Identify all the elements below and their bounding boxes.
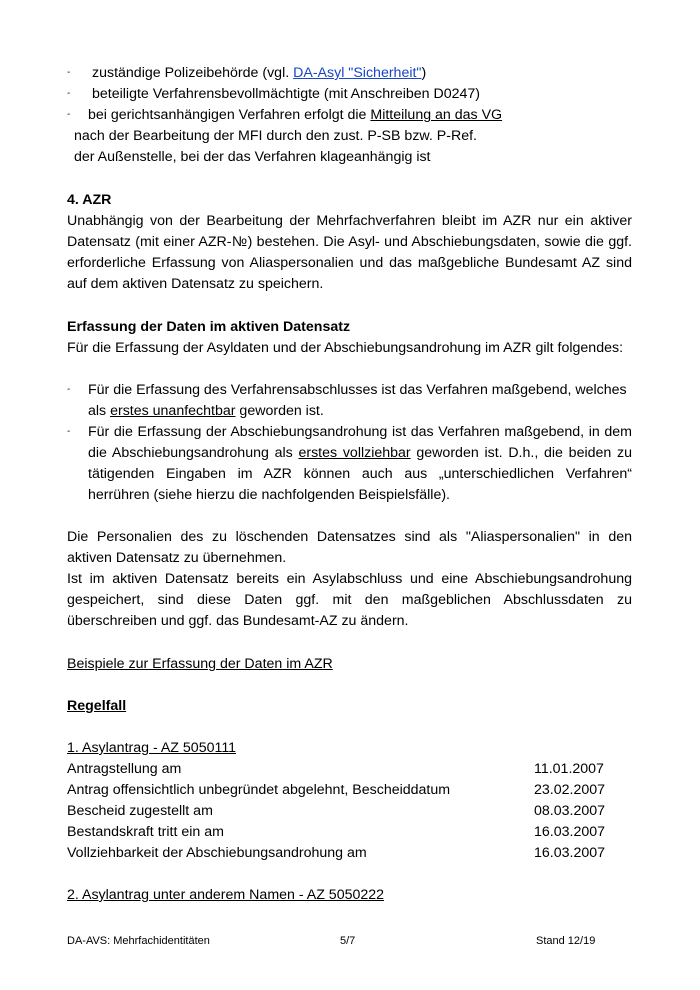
footer-left: DA-AVS: Mehrfachidentitäten bbox=[67, 935, 210, 947]
footer-right: Stand 12/19 bbox=[536, 935, 596, 947]
row-date: 16.03.2007 bbox=[534, 824, 606, 840]
row-date: 11.01.2007 bbox=[534, 761, 604, 777]
list-item-gericht-cont2: der Außenstelle, bei der das Verfahren klageanhängig ist bbox=[74, 149, 431, 165]
row-label: Antrag offensichtlich unbegründet abgelehnt, Bescheiddatum bbox=[67, 782, 451, 798]
paragraph-line: auf dem aktiven Datensatz zu speichern. bbox=[67, 276, 324, 292]
bullet-text: Für die Erfassung des Verfahrensabschlusses ist das Verfahren maßgebend, welches bbox=[88, 382, 627, 398]
bullet-dash: - bbox=[67, 384, 71, 395]
list-item-police: zuständige Polizeibehörde (vgl. DA-Asyl "Sicherheit") bbox=[92, 65, 427, 81]
paragraph-line: Datensatz (mit einer AZR-№) bestehen. Die Asyl- und Abschiebungsdaten, sowie die ggf. bbox=[67, 234, 632, 250]
row-date: 08.03.2007 bbox=[534, 803, 606, 819]
bullet-text: tätigenden Eingaben im AZR können auch aus „unterschiedlichen Verfahren“ bbox=[88, 466, 632, 482]
paragraph-line: gespeichert, sind diese Daten ggf. mit den maßgeblichen Abschlussdaten zu bbox=[67, 592, 632, 608]
bullet-text: Für die Erfassung der Abschiebungsandrohung ist das Verfahren maßgebend, in dem bbox=[88, 424, 632, 440]
row-date: 16.03.2007 bbox=[534, 845, 606, 861]
row-label: Bescheid zugestellt am bbox=[67, 803, 213, 819]
list-item-gericht-cont1: nach der Bearbeitung der MFI durch den zust. P-SB bzw. P-Ref. bbox=[74, 128, 477, 144]
heading-beispiele: Beispiele zur Erfassung der Daten im AZR bbox=[67, 656, 333, 672]
paragraph-line: Für die Erfassung der Asyldaten und der Abschiebungsandrohung im AZR gilt folgendes: bbox=[67, 340, 624, 356]
paragraph-line: Ist im aktiven Datensatz bereits ein Asylabschluss und eine Abschiebungsandrohung bbox=[67, 571, 632, 587]
section-heading-azr: 4. AZR bbox=[67, 192, 112, 208]
link-da-asyl-sicherheit[interactable]: DA-Asyl "Sicherheit" bbox=[293, 65, 422, 81]
bullet-dash: - bbox=[67, 426, 71, 437]
list-item-verfahrensbevollmaechtigte: beteiligte Verfahrensbevollmächtigte (mit Anschreiben D0247) bbox=[92, 86, 481, 102]
row-date: 23.02.2007 bbox=[534, 782, 606, 798]
list-item-gericht: bei gerichtsanhängigen Verfahren erfolgt die Mitteilung an das VG bbox=[88, 107, 503, 123]
bullet-text: als erstes unanfechtbar geworden ist. bbox=[88, 403, 324, 419]
row-label: Bestandskraft tritt ein am bbox=[67, 824, 224, 840]
bullet-text: die Abschiebungsandrohung als erstes vollziehbar geworden ist. D.h., die beiden zu bbox=[88, 445, 632, 461]
paragraph-line: erforderliche Erfassung von Aliaspersonalien und das maßgebliche Bundesamt AZ sind bbox=[67, 255, 632, 271]
heading-regelfall: Regelfall bbox=[67, 698, 127, 714]
bullet-dash: - bbox=[67, 109, 71, 120]
bullet-text: herrühren (siehe hierzu die nachfolgenden Beispielsfälle). bbox=[88, 487, 451, 503]
heading-asylantrag-1: 1. Asylantrag - AZ 5050111 bbox=[67, 740, 237, 756]
paragraph-line: aktiven Datensatz zu übernehmen. bbox=[67, 550, 287, 566]
heading-asylantrag-2: 2. Asylantrag unter anderem Namen - AZ 5050222 bbox=[67, 887, 385, 903]
row-label: Antragstellung am bbox=[67, 761, 182, 777]
bullet-dash: - bbox=[67, 67, 71, 78]
subheading-erfassung: Erfassung der Daten im aktiven Datensatz bbox=[67, 319, 351, 335]
footer-page-number: 5/7 bbox=[340, 935, 356, 947]
row-label: Vollziehbarkeit der Abschiebungsandrohung am bbox=[67, 845, 367, 861]
paragraph-line: Unabhängig von der Bearbeitung der Mehrfachverfahren bleibt im AZR nur ein aktiver bbox=[67, 213, 632, 229]
paragraph-line: Die Personalien des zu löschenden Datensatzes sind als "Aliaspersonalien" in den bbox=[67, 529, 632, 545]
paragraph-line: überschreiben und ggf. das Bundesamt-AZ zu ändern. bbox=[67, 613, 409, 629]
bullet-dash: - bbox=[67, 88, 71, 99]
